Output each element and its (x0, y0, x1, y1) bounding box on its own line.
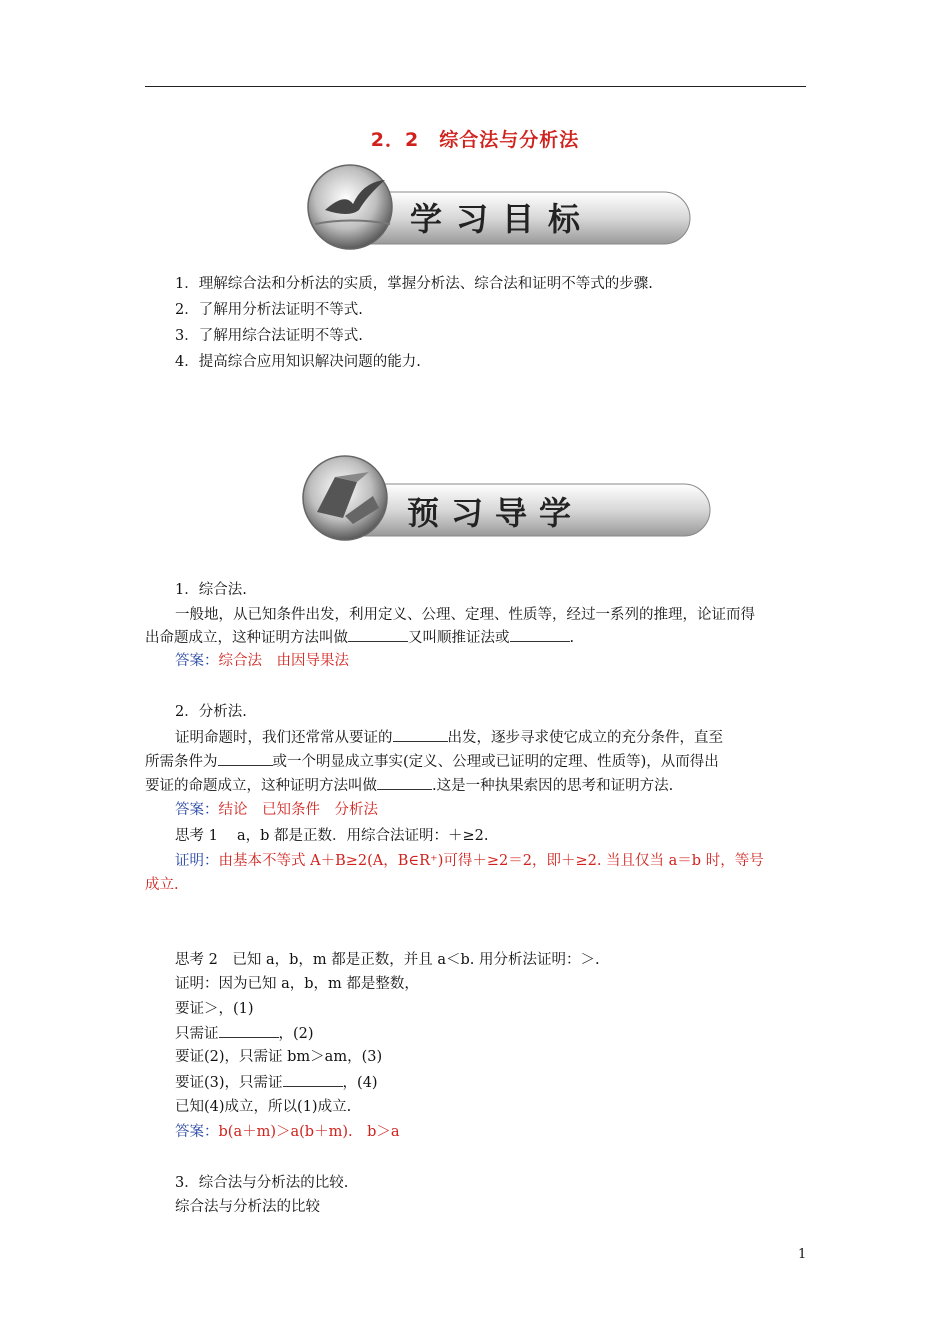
compare-heading: 3．综合法与分析法的比较. (175, 1175, 349, 1191)
analytic-p3: 要证的命题成立，这种证明方法叫做 .这是一种执果索因的思考和证明方法. (145, 775, 673, 796)
think2-question: 思考 2 已知 a，b，m 都是正数，并且 a＜b. 用分析法证明：＞. (175, 952, 600, 968)
banner-preview-study (295, 452, 715, 544)
blank-field (510, 627, 570, 642)
think1-proof: 证明：由基本不等式 A＋B≥2(A，B∈R⁺)可得＋≥2＝2，即＋≥2. 当且仅当 a＝b 时，等号 (175, 853, 764, 869)
blank-field (377, 775, 432, 790)
objective-3: 3．了解用综合法证明不等式. (175, 328, 363, 344)
blank-field (219, 1023, 279, 1038)
blank-field (393, 727, 448, 742)
analytic-heading: 2．分析法. (175, 704, 247, 720)
think1-question: 思考 1 a，b 都是正数．用综合法证明：＋≥2. (175, 828, 489, 844)
banner-learning-objectives (305, 162, 705, 252)
think2-line3: 只需证 ，(2) (175, 1023, 314, 1044)
objective-4: 4．提高综合应用知识解决问题的能力. (175, 354, 421, 370)
analytic-p2: 所需条件为 或一个明显成立事实(定义、公理或已证明的定理、性质等)，从而得出 (145, 751, 719, 772)
analytic-answer: 答案：结论 已知条件 分析法 (175, 802, 378, 818)
think2-line6: 已知(4)成立，所以(1)成立. (175, 1099, 352, 1115)
objective-2: 2．了解用分析法证明不等式. (175, 302, 363, 318)
synthetic-answer: 答案：综合法 由因导果法 (175, 653, 349, 669)
section-title: 2．2 综合法与分析法 (370, 129, 580, 151)
synthetic-p2: 出命题成立，这种证明方法叫做 又叫顺推证法或 . (145, 627, 574, 648)
blank-field (348, 627, 408, 642)
think2-answer: 答案：b(a＋m)＞a(b＋m). b＞a (175, 1124, 400, 1140)
analytic-p1: 证明命题时，我们还常常从要证的 出发，逐步寻求使它成立的充分条件，直至 (175, 727, 723, 748)
synthetic-heading: 1．综合法. (175, 582, 247, 598)
banner2-text: 预习导学 (407, 494, 584, 532)
compare-sub: 综合法与分析法的比较 (175, 1199, 320, 1215)
think2-line2: 要证＞，(1) (175, 1001, 254, 1017)
think1-proof-end: 成立. (145, 877, 179, 893)
think2-line4: 要证(2)，只需证 bm＞am，(3) (175, 1049, 383, 1065)
think2-line5: 要证(3)，只需证 ，(4) (175, 1072, 378, 1093)
synthetic-p1: 一般地，从已知条件出发，利用定义、公理、定理、性质等，经过一系列的推理，论证而得 (175, 607, 755, 623)
blank-field (218, 751, 273, 766)
header-rule (145, 86, 806, 87)
banner1-text: 学习目标 (410, 200, 595, 238)
objective-1: 1．理解综合法和分析法的实质，掌握分析法、综合法和证明不等式的步骤. (175, 276, 653, 292)
blank-field (283, 1072, 343, 1087)
think2-line1: 证明：因为已知 a，b，m 都是整数， (175, 976, 419, 992)
page-number: 1 (798, 1247, 807, 1262)
